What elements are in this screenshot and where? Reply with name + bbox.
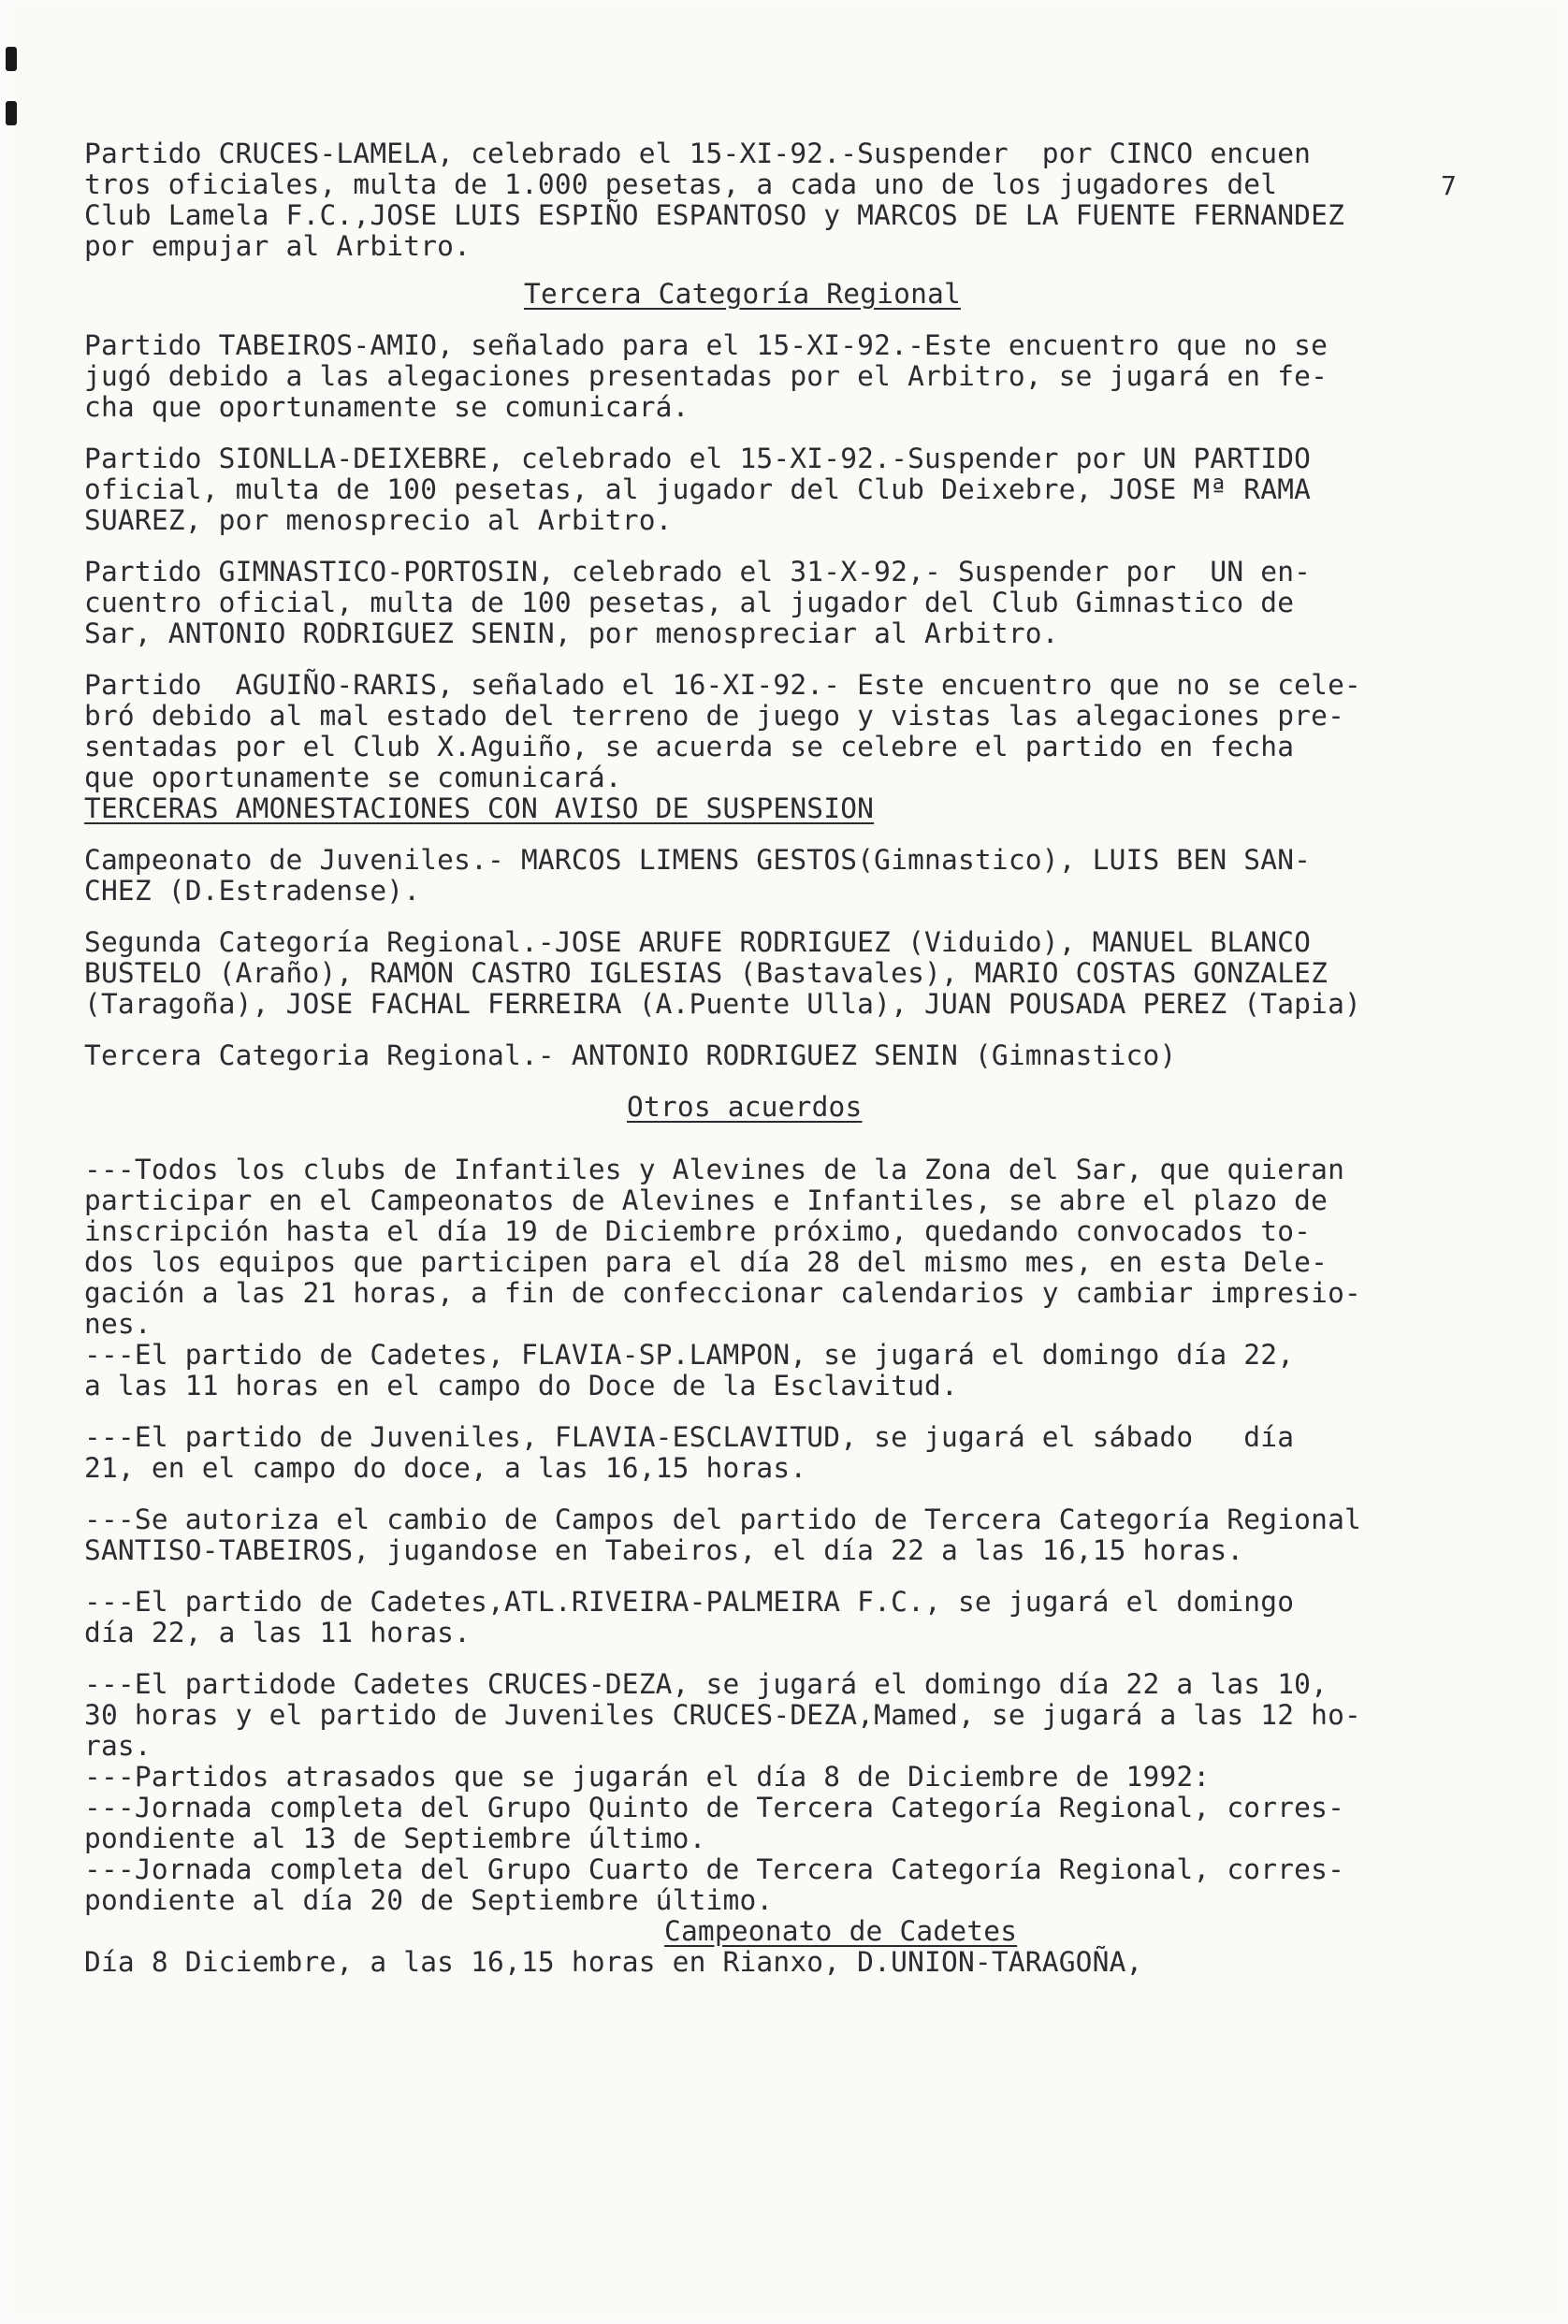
paragraph-tabeiros-amio	[84, 330, 1544, 423]
text-line: Partido GIMNASTICO-PORTOSIN, celebrado el 31-X-92,- Suspender por UN en-	[84, 556, 1312, 588]
section-heading-tercera: Tercera Categoría Regional	[524, 278, 961, 310]
paragraph-cruces-deza	[84, 1669, 1544, 1916]
text-line: ---Partidos atrasados que se jugarán el día 8 de Diciembre de 1992:	[84, 1761, 1211, 1793]
text-line: Segunda Categoría Regional.-JOSE ARUFE RODRIGUEZ (Viduido), MANUEL BLANCO	[84, 926, 1312, 958]
text-line: (Taragoña), JOSE FACHAL FERREIRA (A.Puente Ulla), JUAN POUSADA PEREZ (Tapia)	[84, 988, 1361, 1020]
text-line: día 22, a las 11 horas.	[84, 1617, 472, 1649]
punch-hole	[6, 101, 17, 125]
text-line: sentadas por el Club X.Aguiño, se acuerda se celebre el partido en fecha	[84, 731, 1295, 763]
text-line: BUSTELO (Araño), RAMON CASTRO IGLESIAS (Bastavales), MARIO COSTAS GONZALEZ	[84, 957, 1328, 989]
text-line: a las 11 horas en el campo do Doce de la Esclavitud.	[84, 1370, 958, 1402]
text-line: 30 horas y el partido de Juveniles CRUCES-DEZA,Mamed, se jugará a las 12 ho-	[84, 1699, 1361, 1731]
text-line: oficial, multa de 100 pesetas, al jugador del Club Deixebre, JOSE Mª RAMA	[84, 473, 1312, 505]
paragraph-tercera-categoria	[84, 1040, 1544, 1071]
paragraph-gimnastico-portosin	[84, 557, 1544, 649]
text-line: Club Lamela F.C.,JOSE LUIS ESPIÑO ESPANTOSO y MARCOS DE LA FUENTE FERNANDEZ	[84, 199, 1345, 231]
text-line: ---Todos los clubs de Infantiles y Alevines de la Zona del Sar, que quieran	[84, 1154, 1345, 1185]
page-number: 7	[1441, 170, 1457, 201]
text-line: dos los equipos que participen para el día 28 del mismo mes, en esta Dele-	[84, 1246, 1328, 1278]
text-line: Día 8 Diciembre, a las 16,15 horas en Rianxo, D.UNION-TARAGOÑA,	[84, 1946, 1143, 1978]
text-line: ---Jornada completa del Grupo Quinto de Tercera Categoría Regional, corres-	[84, 1792, 1345, 1823]
text-line: cuentro oficial, multa de 100 pesetas, al jugador del Club Gimnastico de	[84, 587, 1295, 618]
text-line: Partido TABEIROS-AMIO, señalado para el 15-XI-92.-Este encuentro que no se	[84, 329, 1328, 361]
text-line: que oportunamente se comunicará.	[84, 762, 622, 793]
text-line: 21, en el campo do doce, a las 16,15 horas.	[84, 1452, 807, 1484]
text-line: ---El partido de Cadetes,ATL.RIVEIRA-PALMEIRA F.C., se jugará el domingo	[84, 1586, 1295, 1618]
text-line: Partido SIONLLA-DEIXEBRE, celebrado el 15-XI-92.-Suspender por UN PARTIDO	[84, 443, 1312, 474]
punch-hole	[6, 47, 17, 71]
text-line: ---El partido de Cadetes, FLAVIA-SP.LAMPON, se jugará el domingo día 22,	[84, 1339, 1295, 1371]
text-line: ---Se autoriza el cambio de Campos del partido de Tercera Categoría Regional	[84, 1503, 1361, 1535]
paragraph-segunda-categoria	[84, 927, 1544, 1020]
text-line: ---El partido de Juveniles, FLAVIA-ESCLAVITUD, se jugará el sábado día	[84, 1421, 1295, 1453]
text-line: pondiente al día 20 de Septiembre último.	[84, 1884, 774, 1916]
text-line: SANTISO-TABEIROS, jugandose en Tabeiros, el día 22 a las 16,15 horas.	[84, 1534, 1244, 1566]
text-line: bró debido al mal estado del terreno de juego y vistas las alegaciones pre-	[84, 700, 1345, 732]
text-line: SUAREZ, por menosprecio al Arbitro.	[84, 504, 673, 536]
document-body	[84, 138, 1544, 1978]
text-line: Partido AGUIÑO-RARIS, señalado el 16-XI-92.- Este encuentro que no se cele-	[84, 669, 1361, 701]
paragraph-infantiles-alevines	[84, 1155, 1544, 1402]
paragraph-flavia-esclavitud	[84, 1422, 1544, 1484]
text-line: nes.	[84, 1308, 152, 1340]
text-line: jugó debido a las alegaciones presentadas por el Arbitro, se jugará en fe-	[84, 360, 1328, 392]
text-line: ---El partidode Cadetes CRUCES-DEZA, se jugará el domingo día 22 a las 10,	[84, 1668, 1328, 1700]
paragraph-juveniles	[84, 845, 1544, 907]
section-heading-amonestaciones: TERCERAS AMONESTACIONES CON AVISO DE SUSPENSION	[84, 792, 875, 824]
text-line: ras.	[84, 1730, 152, 1762]
paragraph-sionlla-deixebre	[84, 443, 1544, 536]
text-line: cha que oportunamente se comunicará.	[84, 391, 690, 423]
text-line: tros oficiales, multa de 1.000 pesetas, a cada uno de los jugadores del	[84, 168, 1278, 200]
text-line: inscripción hasta el día 19 de Diciembre próximo, quedando convocados to-	[84, 1215, 1312, 1247]
text-line: pondiente al 13 de Septiembre último.	[84, 1823, 706, 1854]
section-heading-campeonato-cadetes: Campeonato de Cadetes	[664, 1915, 1018, 1947]
paragraph-dia-8-diciembre	[84, 1947, 1544, 1978]
paragraph-cruces-lamela	[84, 138, 1544, 262]
text-line: CHEZ (D.Estradense).	[84, 875, 421, 907]
text-line: gación a las 21 horas, a fin de confeccionar calendarios y cambiar impresio-	[84, 1277, 1361, 1309]
section-heading-otros-acuerdos: Otros acuerdos	[627, 1091, 863, 1123]
text-line: Sar, ANTONIO RODRIGUEZ SENIN, por menospreciar al Arbitro.	[84, 617, 1059, 649]
text-line: Partido CRUCES-LAMELA, celebrado el 15-XI-92.-Suspender por CINCO encuen	[84, 138, 1312, 169]
paragraph-santiso-tabeiros	[84, 1504, 1544, 1566]
text-line: Tercera Categoria Regional.- ANTONIO RODRIGUEZ SENIN (Gimnastico)	[84, 1039, 1177, 1071]
paragraph-riveira-palmeira	[84, 1587, 1544, 1649]
text-line: por empujar al Arbitro.	[84, 230, 472, 262]
text-line: Campeonato de Juveniles.- MARCOS LIMENS GESTOS(Gimnastico), LUIS BEN SAN-	[84, 844, 1312, 876]
text-line: participar en el Campeonatos de Alevines e Infantiles, se abre el plazo de	[84, 1184, 1328, 1216]
paragraph-aguino-raris	[84, 670, 1544, 793]
text-line: ---Jornada completa del Grupo Cuarto de Tercera Categoría Regional, corres-	[84, 1853, 1345, 1885]
binder-holes	[6, 47, 24, 140]
